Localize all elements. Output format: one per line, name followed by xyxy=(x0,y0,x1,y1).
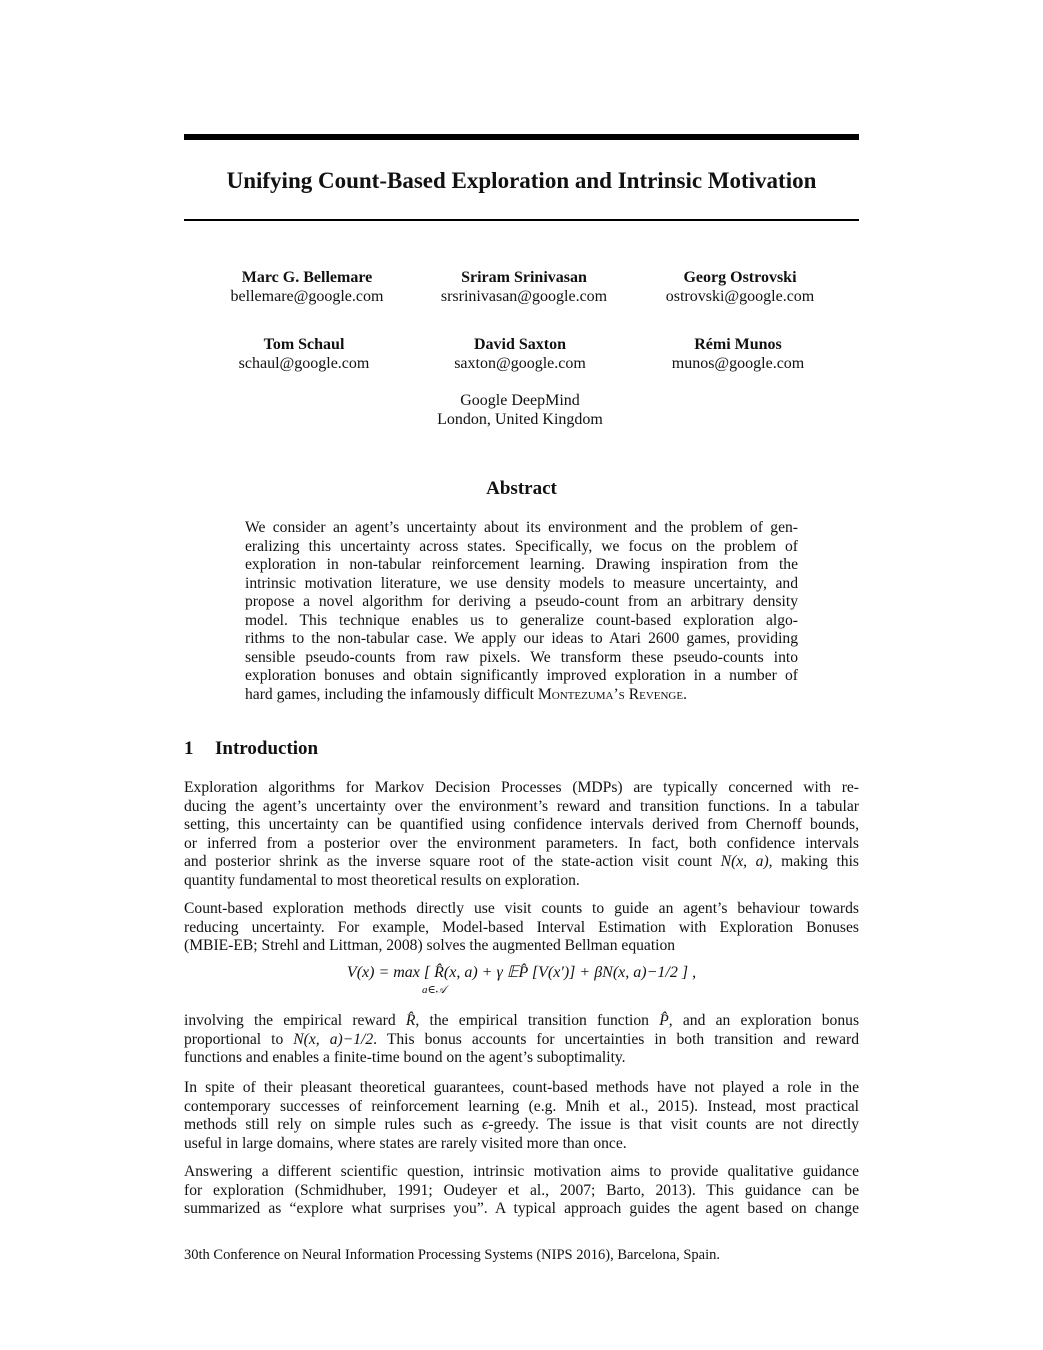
abstract-line: sensible pseudo-counts from raw pixels. We transform these pseudo-counts into xyxy=(245,648,798,666)
author-email: bellemare@google.com xyxy=(230,288,384,305)
body-line: Exploration algorithms for Markov Decision Processes (MDPs) are typically concerned with re- xyxy=(184,779,859,796)
body-line xyxy=(184,1116,859,1135)
author-email: munos@google.com xyxy=(671,355,805,372)
author-email: srsrinivasan@google.com xyxy=(440,288,608,305)
abstract-line: intrinsic motivation literature, we use density models to measure uncertainty, and xyxy=(245,574,798,592)
body-line: summarized as “explore what surprises you”. A typical approach guides the agent based on change xyxy=(184,1200,859,1218)
paragraph xyxy=(184,1163,859,1219)
game-name: Montezuma’s Revenge xyxy=(537,685,684,703)
math-inline: R̂ xyxy=(405,1012,416,1029)
body-text: methods still rely on simple rules such as xyxy=(184,1116,483,1134)
body-text: . This bonus accounts for uncertainties in both transition and reward xyxy=(373,1030,859,1048)
body-line: functions and enables a finite-time bound on the agent’s suboptimality. xyxy=(184,1049,626,1067)
affiliation xyxy=(360,391,680,429)
abstract-line: exploration bonuses and obtain significantly improved exploration in a number of xyxy=(245,667,798,684)
abstract-line: eralizing this uncertainty across states. Specifically, we focus on the problem of xyxy=(245,537,798,555)
section-title: Introduction xyxy=(215,738,319,759)
title-bottom-rule xyxy=(184,219,859,221)
abstract-line xyxy=(245,686,798,705)
abstract-text: hard games, including the infamously difficult xyxy=(245,685,538,703)
equation-main: V(x) = max [ R̂(x, a) + γ 𝔼P̂ [V(x′)] + βN(x, a)−1/2 ] , xyxy=(346,964,697,981)
abstract-text: . xyxy=(683,685,687,703)
body-line: quantity fundamental to most theoretical results on exploration. xyxy=(184,871,580,889)
author-email: schaul@google.com xyxy=(238,355,370,372)
math-inline: N(x, a)−1/2 xyxy=(293,1030,374,1048)
abstract-line: exploration in non-tabular reinforcement learning. Drawing inspiration from the xyxy=(245,556,798,573)
title-top-rule xyxy=(184,134,859,140)
body-line: Answering a different scientific question, intrinsic motivation aims to provide qualitative guidance xyxy=(184,1163,859,1180)
body-line xyxy=(184,853,859,872)
body-text: proportional to xyxy=(184,1030,294,1048)
paragraph xyxy=(184,1079,859,1153)
author-block xyxy=(618,335,858,373)
bellman-equation xyxy=(184,961,859,996)
body-line: In spite of their pleasant theoretical guarantees, count-based methods have not played a role in the xyxy=(184,1079,859,1096)
abstract-heading: Abstract xyxy=(486,478,557,499)
author-block xyxy=(400,335,640,373)
paragraph xyxy=(184,779,859,891)
author-email: saxton@google.com xyxy=(454,355,586,372)
body-text: , and an exploration bonus xyxy=(668,1012,860,1029)
affiliation-org: Google DeepMind xyxy=(460,392,580,409)
author-name: Marc G. Bellemare xyxy=(241,269,373,286)
author-name: Rémi Munos xyxy=(694,336,782,353)
paragraph xyxy=(184,900,859,956)
body-text: , the empirical transition function xyxy=(415,1012,660,1029)
abstract-line: rithms to the non-tabular case. We apply our ideas to Atari 2600 games, providing xyxy=(245,630,798,647)
conference-footnote: 30th Conference on Neural Information Processing Systems (NIPS 2016), Barcelona, Spain. xyxy=(184,1247,720,1263)
body-text: involving the empirical reward xyxy=(184,1012,406,1029)
body-text: , making this xyxy=(768,853,860,871)
author-email: ostrovski@google.com xyxy=(665,288,815,305)
abstract-body xyxy=(245,519,798,704)
math-inline: P̂ xyxy=(659,1012,669,1029)
body-line: (MBIE-EB; Strehl and Littman, 2008) solves the augmented Bellman equation xyxy=(184,937,676,955)
body-text: and posterior shrink as the inverse square root of the state-action visit count xyxy=(184,853,721,871)
author-name: Georg Ostrovski xyxy=(683,269,797,286)
body-line: contemporary successes of reinforcement learning (e.g. Mnih et al., 2015). Instead, most practical xyxy=(184,1097,859,1115)
equation-subscript: a∈𝒜 xyxy=(421,984,447,996)
body-line xyxy=(184,1012,859,1031)
math-inline: N(x, a) xyxy=(720,853,769,871)
paper-title: Unifying Count-Based Exploration and Intrinsic Motivation xyxy=(226,168,817,193)
body-line: for exploration (Schmidhuber, 1991; Oudeyer et al., 2007; Barto, 2013). This guidance can be xyxy=(184,1181,859,1199)
body-line: reducing uncertainty. For example, Model-based Interval Estimation with Exploration Bonuses xyxy=(184,918,859,936)
author-name: Tom Schaul xyxy=(263,336,345,353)
body-line: or inferred from a posterior over the environment parameters. In fact, both confidence intervals xyxy=(184,834,859,852)
body-line: ducing the agent’s uncertainty over the environment’s reward and transition functions. In a tabular xyxy=(184,797,859,815)
abstract-line: model. This technique enables us to generalize count-based exploration algo- xyxy=(245,611,798,629)
body-line: setting, this uncertainty can be quantified using confidence intervals derived from Chernoff bounds, xyxy=(184,816,859,834)
body-line xyxy=(184,1031,859,1050)
author-block xyxy=(184,335,424,373)
author-name: Sriram Srinivasan xyxy=(461,269,587,286)
math-inline: ϵ xyxy=(482,1116,489,1134)
author-block xyxy=(187,268,427,306)
author-name: David Saxton xyxy=(473,336,567,353)
author-block xyxy=(620,268,860,306)
paragraph xyxy=(184,1012,859,1068)
body-line: useful in large domains, where states are rarely visited more than once. xyxy=(184,1134,627,1152)
section-heading xyxy=(184,737,318,761)
body-text: -greedy. The issue is that visit counts are not directly xyxy=(488,1116,860,1134)
abstract-line: propose a novel algorithm for deriving a pseudo-count from an arbitrary density xyxy=(245,593,798,610)
section-number: 1 xyxy=(184,738,194,759)
body-line: Count-based exploration methods directly use visit counts to guide an agent’s behaviour towards xyxy=(184,900,859,917)
affiliation-location: London, United Kingdom xyxy=(437,411,603,428)
author-block xyxy=(404,268,644,306)
abstract-line: We consider an agent’s uncertainty about its environment and the problem of gen- xyxy=(245,519,798,536)
